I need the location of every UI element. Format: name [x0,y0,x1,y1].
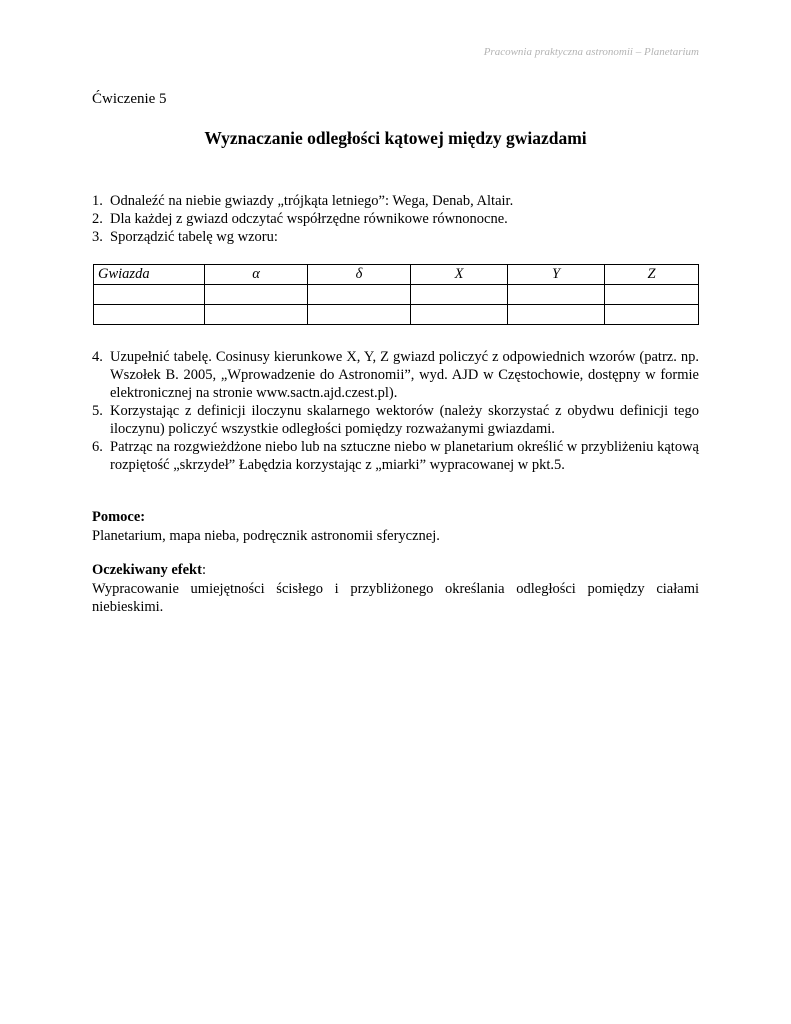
effect-text: Wypracowanie umiejętności ścisłego i przybliżonego określania odległości pomiędzy ciałami niebieskimi. [92,581,699,615]
item-number: 2. [92,211,103,227]
table-cell [508,285,605,305]
table-cell [205,285,308,305]
item-number: 1. [92,193,103,209]
item-number: 4. [92,349,103,365]
item-text: Patrząc na rozgwieżdżone niebo lub na sztuczne niebo w planetarium określić w przybliżeniu kątową rozpiętość „skrzydeł” Łabędzia korzystając z „miarki” wypracowanej w pkt.5. [110,439,699,473]
effect-heading-colon: : [201,562,206,578]
column-header-x: X [411,265,508,285]
effect-heading [92,562,206,579]
page-title: Wyznaczanie odległości kątowej między gwiazdami [204,128,587,148]
table-cell [605,285,699,305]
item-text: Sporządzić tabelę wg wzoru: [110,229,278,245]
aids-text: Planetarium, mapa nieba, podręcznik astronomii sferycznej. [92,528,440,544]
list-item [92,192,699,210]
steps-list-2 [92,348,699,474]
table-cell [308,305,411,325]
table-cell [94,285,205,305]
item-number: 5. [92,403,103,419]
table-cell [411,285,508,305]
table-cell [308,285,411,305]
column-header-alpha: α [205,265,308,285]
table-row [94,305,699,325]
list-item [92,348,699,402]
list-item [92,210,699,228]
column-header-y: Y [508,265,605,285]
column-header-delta: δ [308,265,411,285]
column-header-z: Z [605,265,699,285]
list-item [92,438,699,474]
table-cell [508,305,605,325]
table-header-row [94,265,699,285]
item-text: Dla każdej z gwiazd odczytać współrzędne równikowe równonocne. [110,211,508,227]
list-item [92,228,699,246]
table-cell [94,305,205,325]
item-text: Odnaleźć na niebie gwiazdy „trójkąta letniego”: Wega, Denab, Altair. [110,193,514,209]
item-text: Korzystając z definicji iloczynu skalarnego wektorów (należy skorzystać z obydwu definicji tego iloczynu) policzyć wszystkie odległości pomiędzy rozważanymi gwiazdami. [110,403,699,437]
table-cell [205,305,308,325]
column-header-star: Gwiazda [94,265,205,285]
list-item [92,402,699,438]
table-cell [411,305,508,325]
page-header: Pracownia praktyczna astronomii – Planetarium [483,46,699,58]
exercise-label: Ćwiczenie 5 [92,91,167,107]
item-text: Uzupełnić tabelę. Cosinusy kierunkowe X, Y, Z gwiazd policzyć z odpowiednich wzorów (patrz. np. Wszołek B. 2005, „Wprowadzenie do Astronomii”, wyd. AJD w Częstochowie, dostępny w formie elektronicznej na stronie www.sactn.ajd.czest.pl). [110,349,699,401]
item-number: 3. [92,229,103,245]
aids-heading: Pomoce: [92,509,146,525]
table-row [94,285,699,305]
effect-heading-label: Oczekiwany efekt [92,562,202,578]
table-cell [605,305,699,325]
steps-list-1 [92,192,699,246]
star-table [93,264,699,325]
item-number: 6. [92,439,103,455]
